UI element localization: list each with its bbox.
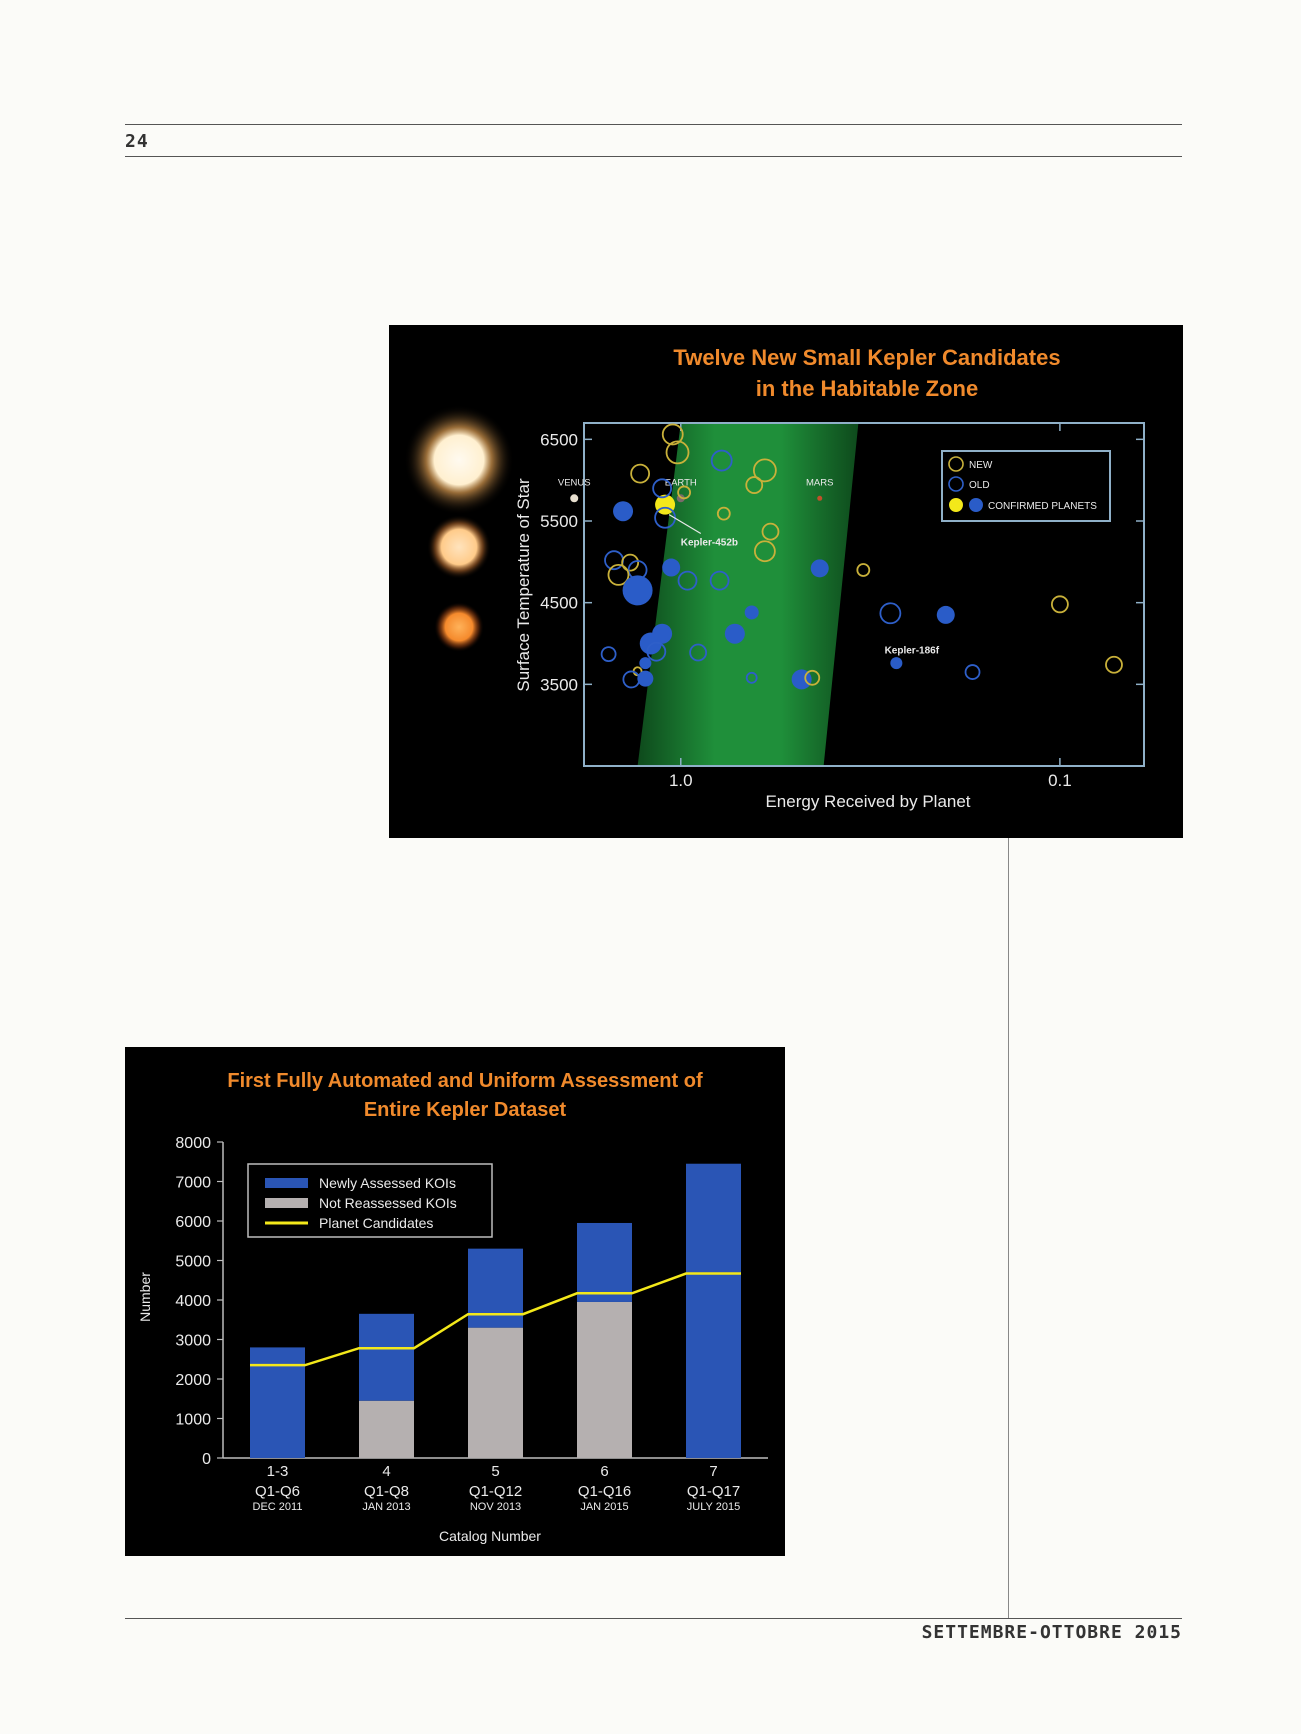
not-reassessed-bar bbox=[468, 1328, 523, 1458]
chart2-title-line1: First Fully Automated and Uniform Assessment of bbox=[227, 1070, 703, 1092]
chart2-x-axis-label: Catalog Number bbox=[439, 1528, 541, 1544]
confirmed-planet-point bbox=[623, 575, 653, 605]
annotation-label: Kepler-186f bbox=[884, 645, 940, 657]
planet-mars-marker bbox=[817, 496, 822, 501]
star-glow-cool bbox=[434, 602, 484, 652]
legend-newly-assessed-label: Newly Assessed KOIs bbox=[319, 1175, 456, 1191]
new-candidate-point bbox=[631, 465, 649, 483]
chart2-y-tick-label: 6000 bbox=[175, 1214, 211, 1231]
legend-confirmed-yellow-marker bbox=[949, 498, 963, 512]
x-axis-label: Energy Received by Planet bbox=[765, 792, 971, 811]
legend-old-label: OLD bbox=[969, 480, 990, 491]
new-candidate-point bbox=[1052, 596, 1068, 612]
chart2-y-tick-label: 0 bbox=[202, 1451, 211, 1468]
star-glow-medium bbox=[427, 515, 491, 579]
header-rule-bottom bbox=[125, 156, 1182, 157]
newly-assessed-bar bbox=[359, 1314, 414, 1401]
y-tick-label: 5500 bbox=[540, 512, 578, 531]
old-candidate-point bbox=[653, 479, 671, 497]
new-candidate-point bbox=[1106, 657, 1122, 673]
catalog-number-label: 5 bbox=[491, 1463, 500, 1480]
catalog-number-label: 4 bbox=[382, 1463, 391, 1480]
column-rule bbox=[1008, 838, 1009, 1618]
planet-mars-label: MARS bbox=[806, 477, 834, 489]
old-candidate-point bbox=[966, 665, 980, 679]
newly-assessed-bar bbox=[577, 1223, 632, 1302]
chart2-y-axis-label: Number bbox=[137, 1272, 153, 1322]
legend-not-reassessed-swatch bbox=[265, 1198, 308, 1208]
chart2-y-tick-label: 7000 bbox=[175, 1174, 211, 1192]
chart2-title-line2: Entire Kepler Dataset bbox=[363, 1099, 567, 1121]
legend-new-label: NEW bbox=[969, 460, 993, 471]
confirmed-planet-point bbox=[811, 559, 829, 577]
new-candidate-point bbox=[622, 555, 638, 571]
catalog-number-label: 6 bbox=[600, 1463, 609, 1480]
header-rule-top bbox=[125, 124, 1182, 125]
chart-title-line1: Twelve New Small Kepler Candidates bbox=[673, 345, 1061, 370]
x-tick-label: 0.1 bbox=[1048, 771, 1072, 790]
chart2-y-tick-label: 2000 bbox=[175, 1372, 211, 1389]
chart2-y-tick-label: 4000 bbox=[175, 1293, 211, 1310]
y-tick-label: 3500 bbox=[540, 675, 578, 695]
y-tick-label: 6500 bbox=[540, 430, 578, 450]
page-number: 24 bbox=[125, 131, 149, 152]
legend-planet-candidates-label: Planet Candidates bbox=[319, 1215, 434, 1231]
old-candidate-point bbox=[880, 603, 900, 623]
confirmed-planet-point bbox=[613, 501, 633, 521]
confirmed-planet-point bbox=[637, 671, 653, 687]
not-reassessed-bar bbox=[359, 1401, 414, 1458]
chart2-y-tick-label: 8000 bbox=[175, 1135, 211, 1152]
catalog-number-label: 1-3 bbox=[266, 1463, 289, 1480]
star-glow-hot bbox=[404, 405, 514, 515]
catalog-number-label: 7 bbox=[709, 1463, 718, 1480]
confirmed-planet-point bbox=[662, 559, 680, 577]
newly-assessed-bar bbox=[686, 1164, 741, 1458]
release-date-label: DEC 2011 bbox=[252, 1501, 303, 1513]
habitable-zone-band bbox=[638, 423, 859, 766]
footer-rule bbox=[125, 1618, 1182, 1619]
planet-venus-marker bbox=[570, 494, 578, 502]
release-date-label: JAN 2015 bbox=[580, 1501, 629, 1513]
confirmed-planet-point bbox=[725, 624, 745, 644]
kepler-dataset-chart bbox=[125, 1047, 785, 1556]
issue-date: SETTEMBRE-OTTOBRE 2015 bbox=[921, 1622, 1182, 1643]
release-date-label: JAN 2013 bbox=[362, 1501, 411, 1513]
confirmed-planet-point bbox=[890, 657, 902, 669]
confirmed-planet-point bbox=[639, 657, 651, 669]
planet-earth-label: EARTH bbox=[664, 477, 697, 489]
x-tick-label: 1.0 bbox=[668, 771, 693, 790]
not-reassessed-bar bbox=[577, 1302, 632, 1458]
confirmed-planet-point bbox=[937, 606, 955, 624]
y-axis-label: Surface Temperature of Star bbox=[514, 478, 533, 692]
old-candidate-point bbox=[602, 647, 616, 661]
habitable-zone-figure bbox=[389, 325, 1183, 838]
annotation-label: Kepler-452b bbox=[680, 537, 739, 549]
chart2-y-tick-label: 3000 bbox=[175, 1332, 211, 1350]
legend-newly-assessed-swatch bbox=[265, 1178, 308, 1188]
legend-not-reassessed-label: Not Reassessed KOIs bbox=[319, 1195, 457, 1211]
chart-title-line2: in the Habitable Zone bbox=[755, 376, 979, 401]
newly-assessed-bar bbox=[468, 1249, 523, 1328]
chart2-y-tick-label: 5000 bbox=[175, 1253, 211, 1271]
old-candidate-point bbox=[623, 671, 639, 687]
legend bbox=[942, 451, 1110, 521]
release-date-label: NOV 2013 bbox=[469, 1501, 522, 1513]
legend-confirmed-label: CONFIRMED PLANETS bbox=[988, 501, 1097, 512]
quarters-label: Q1-Q8 bbox=[363, 1483, 410, 1500]
release-date-label: JULY 2015 bbox=[686, 1501, 741, 1513]
chart2-y-tick-label: 1000 bbox=[175, 1411, 211, 1429]
planet-venus-label: VENUS bbox=[557, 477, 591, 489]
kepler-dataset-figure bbox=[125, 1047, 785, 1556]
chart2-legend bbox=[248, 1164, 492, 1237]
quarters-label: Q1-Q17 bbox=[686, 1483, 741, 1500]
habitable-zone-chart bbox=[389, 325, 1183, 838]
quarters-label: Q1-Q6 bbox=[254, 1483, 301, 1500]
new-candidate-point bbox=[857, 564, 869, 576]
legend-confirmed-blue-marker bbox=[969, 498, 983, 512]
quarters-label: Q1-Q12 bbox=[468, 1483, 523, 1500]
quarters-label: Q1-Q16 bbox=[577, 1483, 632, 1500]
confirmed-planet-point bbox=[745, 605, 759, 619]
y-tick-label: 4500 bbox=[540, 593, 578, 613]
